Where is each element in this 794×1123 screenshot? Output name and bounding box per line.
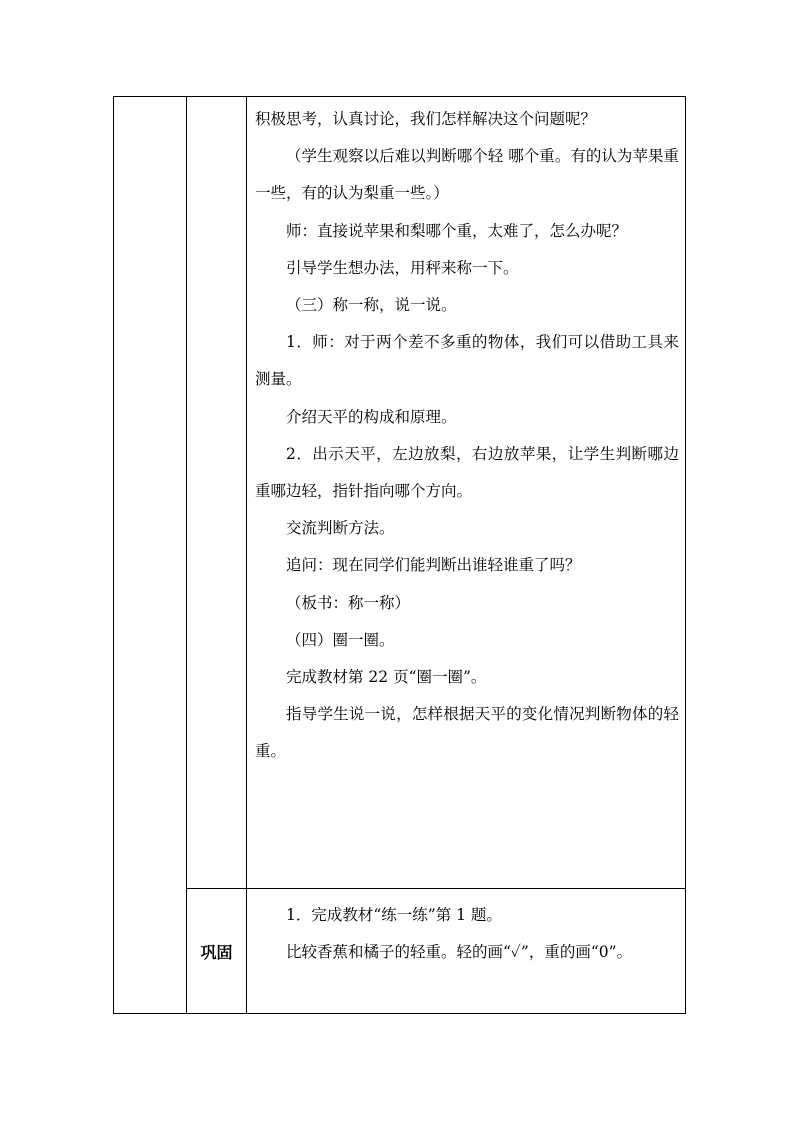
- paragraph: 追问：现在同学们能判断出谁轻谁重了吗？: [286, 556, 581, 575]
- paragraph: （三）称一称，说一说。: [286, 296, 457, 315]
- paragraph: 积极思考，认真讨论，我们怎样解决这个问题呢？: [255, 110, 597, 128]
- paragraph: （四）圈一圈。: [286, 630, 395, 649]
- section-label-consolidate: 巩固: [187, 889, 247, 1014]
- paragraph: 师：直接说苹果和梨哪个重，太难了，怎么办呢？: [286, 221, 628, 240]
- paragraph: 交流判断方法。: [286, 519, 395, 538]
- teaching-process-row: [114, 97, 686, 889]
- paragraph: 2．出示天平，左边放梨，右边放苹果，让学生判断哪边重哪边轻，指针指向哪个方向。: [255, 444, 679, 501]
- consolidation-content-cell: [247, 889, 686, 1014]
- consolidation-row: [114, 889, 686, 1014]
- paragraph: 1．完成教材“练一练”第 1 题。: [286, 906, 502, 924]
- section-label-cell-empty: [187, 97, 247, 889]
- paragraph: 介绍天平的构成和原理。: [286, 407, 457, 426]
- paragraph: 比较香蕉和橘子的轻重。轻的画“✓”，重的画“0”。: [286, 943, 633, 962]
- teaching-content-cell: [247, 97, 686, 889]
- teaching-content: [247, 97, 685, 771]
- stage-cell: [114, 97, 187, 1014]
- paragraph: 引导学生想办法，用秤来称一下。: [286, 258, 519, 277]
- paragraph: 指导学生说一说，怎样根据天平的变化情况判断物体的轻重。: [255, 705, 679, 761]
- paragraph: （学生观察以后难以判断哪个轻 哪个重。有的认为苹果重一些，有的认为梨重一些。）: [255, 147, 679, 203]
- consolidation-content: [247, 889, 685, 971]
- paragraph: 1．师：对于两个差不多重的物体，我们可以借助工具来测量。: [255, 333, 679, 389]
- paragraph: （板书：称一称）: [286, 593, 411, 612]
- paragraph: 完成教材第 22 页“圈一圈”。: [286, 668, 487, 687]
- lesson-plan-table: [113, 96, 686, 1014]
